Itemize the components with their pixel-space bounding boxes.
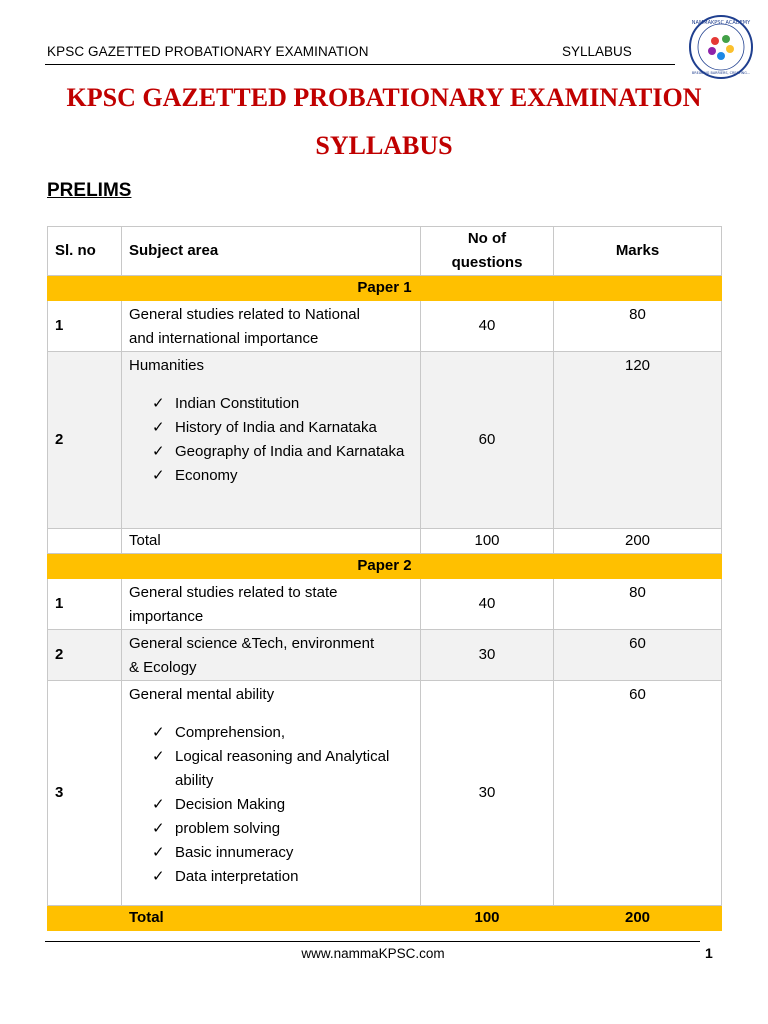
table-row	[48, 301, 722, 352]
total-questions: 100	[421, 906, 554, 931]
subject-line: and international importance	[129, 330, 319, 347]
total-row	[48, 529, 722, 554]
row-slno: 2	[48, 352, 122, 529]
subject-line: General studies related to state	[129, 584, 338, 601]
row-marks: 80	[554, 579, 722, 630]
svg-text:BREAKING BARRIERS, CREATING...: BREAKING BARRIERS, CREATING...	[691, 71, 751, 75]
header-questions-line2: questions	[451, 254, 523, 271]
subject-line: & Ecology	[129, 659, 197, 676]
total-questions: 100	[421, 529, 554, 554]
svg-text:NAMMAKPSC ACADEMY: NAMMAKPSC ACADEMY	[691, 20, 751, 26]
list-item: ✓ Indian Constitution	[152, 392, 413, 416]
table-row	[48, 630, 722, 681]
row-slno: 1	[48, 301, 122, 352]
academy-logo	[688, 14, 754, 80]
row-questions: 40	[421, 579, 554, 630]
list-item: ✓ Geography of India and Karnataka	[152, 440, 413, 464]
list-item: ✓ Data interpretation	[152, 865, 413, 889]
subject-line: General studies related to National	[129, 306, 360, 323]
paper-label: Paper 1	[48, 276, 722, 301]
page-title: KPSC GAZETTED PROBATIONARY EXAMINATION	[66, 83, 702, 112]
row-marks: 120	[554, 352, 722, 529]
row-slno: 1	[48, 579, 122, 630]
row-marks: 60	[554, 681, 722, 906]
row-subject	[122, 352, 421, 529]
total-marks: 200	[554, 906, 722, 931]
total-label: Total	[122, 906, 421, 931]
table-row	[48, 352, 722, 529]
row-questions: 40	[421, 301, 554, 352]
list-item: ✓ Comprehension,	[152, 721, 413, 745]
paper-band	[48, 554, 722, 579]
subject-line: importance	[129, 608, 204, 625]
total-row	[48, 906, 722, 931]
header-rule	[45, 64, 675, 65]
page-subtitle: SYLLABUS	[315, 131, 453, 160]
row-slno: 3	[48, 681, 122, 906]
subject-line: General science &Tech, environment	[129, 635, 375, 652]
total-label: Total	[122, 529, 421, 554]
row-marks: 80	[554, 301, 722, 352]
header-questions	[421, 227, 554, 276]
row-slno: 2	[48, 630, 122, 681]
topic-list	[129, 721, 413, 889]
list-item: ✓ Logical reasoning and Analytical ability	[152, 745, 413, 793]
row-questions: 30	[421, 681, 554, 906]
paper-label: Paper 2	[48, 554, 722, 579]
header-marks: Marks	[554, 227, 722, 276]
row-slno	[48, 906, 122, 931]
header-questions-line1: No of	[467, 230, 507, 247]
header-subject: Subject area	[122, 227, 421, 276]
paper-band	[48, 276, 722, 301]
table-row	[48, 579, 722, 630]
row-subject	[122, 630, 421, 681]
row-slno	[48, 529, 122, 554]
list-item: ✓ Decision Making	[152, 793, 413, 817]
subject-title: Humanities	[129, 357, 205, 374]
header-slno: Sl. no	[48, 227, 122, 276]
header-left: KPSC GAZETTED PROBATIONARY EXAMINATION	[47, 44, 369, 59]
row-questions: 60	[421, 352, 554, 529]
subject-title: General mental ability	[129, 686, 275, 703]
page-number: 1	[705, 945, 713, 961]
list-item: ✓ problem solving	[152, 817, 413, 841]
list-item: ✓ Basic innumeracy	[152, 841, 413, 865]
topic-list	[129, 392, 413, 488]
table-row	[48, 681, 722, 906]
footer-rule	[45, 941, 700, 942]
table-header-row	[48, 227, 722, 276]
row-subject	[122, 681, 421, 906]
row-questions: 30	[421, 630, 554, 681]
row-subject	[122, 301, 421, 352]
syllabus-table	[47, 226, 722, 931]
list-item: ✓ History of India and Karnataka	[152, 416, 413, 440]
header-right: SYLLABUS	[562, 44, 632, 59]
footer-url: www.nammaKPSC.com	[301, 946, 445, 961]
row-marks: 60	[554, 630, 722, 681]
total-marks: 200	[554, 529, 722, 554]
list-item: ✓ Economy	[152, 464, 413, 488]
row-subject	[122, 579, 421, 630]
section-heading: PRELIMS	[47, 180, 132, 201]
